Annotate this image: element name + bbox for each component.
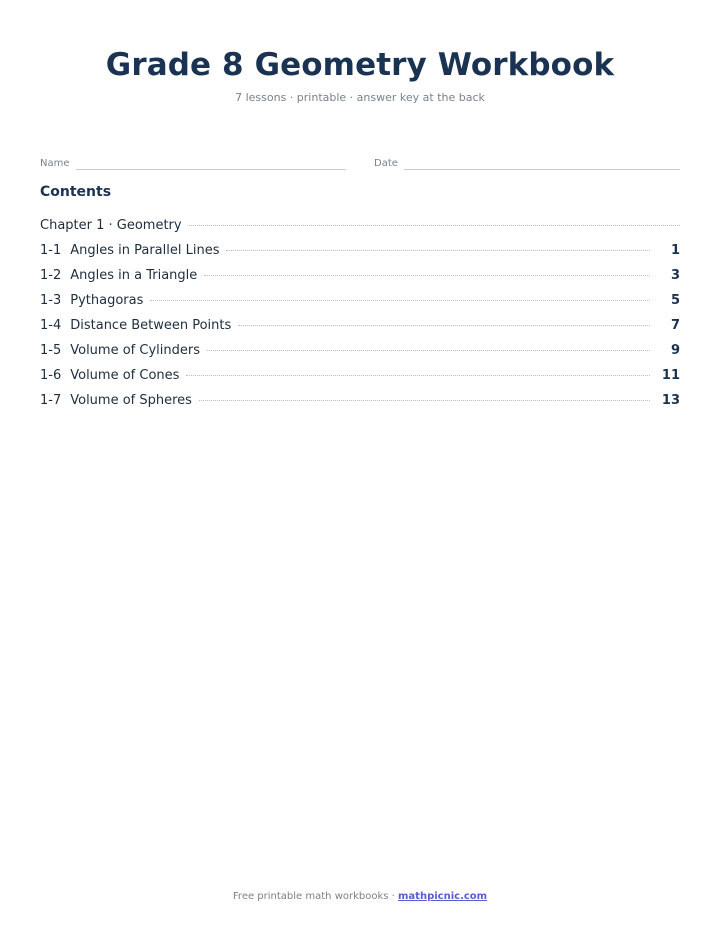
page-subtitle: 7 lessons · printable · answer key at the back [235, 91, 485, 104]
dot-leader [189, 225, 680, 226]
lesson-number: 1-2 [40, 268, 62, 283]
page-title: Grade 8 Geometry Workbook [105, 47, 615, 83]
student-fields [40, 156, 680, 170]
lesson-title: Angles in a Triangle [70, 268, 198, 283]
table-of-contents [40, 218, 680, 418]
page-footer [40, 891, 680, 902]
toc-row [40, 268, 680, 293]
dot-leader [150, 300, 650, 301]
contents-heading: Contents [40, 184, 112, 200]
lesson-page-number: 13 [661, 393, 680, 408]
dot-leader [199, 400, 650, 401]
lesson-number: 1-3 [40, 293, 62, 308]
name-field [40, 156, 346, 170]
lesson-number: 1-5 [40, 343, 62, 358]
lesson-page-number: 1 [670, 243, 680, 258]
lesson-number: 1-7 [40, 393, 62, 408]
toc-chapter-row [40, 218, 680, 243]
name-line [76, 162, 346, 170]
footer-site-link[interactable]: mathpicnic.com [398, 891, 488, 902]
toc-row [40, 368, 680, 393]
footer-text: Free printable math workbooks · [232, 891, 399, 902]
dot-leader [238, 325, 650, 326]
lesson-number: 1-4 [40, 318, 62, 333]
date-field [374, 156, 680, 170]
dot-leader [207, 350, 650, 351]
date-line [404, 162, 680, 170]
toc-row [40, 343, 680, 368]
lesson-title: Pythagoras [70, 293, 144, 308]
lesson-page-number: 3 [670, 268, 680, 283]
toc-row [40, 293, 680, 318]
lesson-page-number: 11 [661, 368, 680, 383]
lesson-title: Volume of Cones [70, 368, 180, 383]
toc-row [40, 393, 680, 418]
lesson-number: 1-6 [40, 368, 62, 383]
chapter-title: Chapter 1 · Geometry [40, 218, 182, 233]
lesson-page-number: 7 [670, 318, 680, 333]
lesson-number: 1-1 [40, 243, 62, 258]
toc-row [40, 318, 680, 343]
dot-leader [204, 275, 650, 276]
lesson-title: Distance Between Points [70, 318, 232, 333]
lesson-title: Angles in Parallel Lines [70, 243, 220, 258]
workbook-page [40, 0, 680, 932]
date-label: Date [374, 158, 398, 169]
dot-leader [186, 375, 650, 376]
lesson-title: Volume of Spheres [70, 393, 192, 408]
lesson-title: Volume of Cylinders [70, 343, 200, 358]
lesson-page-number: 9 [670, 343, 680, 358]
lesson-page-number: 5 [670, 293, 680, 308]
toc-row [40, 243, 680, 268]
dot-leader [226, 250, 650, 251]
name-label: Name [40, 158, 70, 169]
